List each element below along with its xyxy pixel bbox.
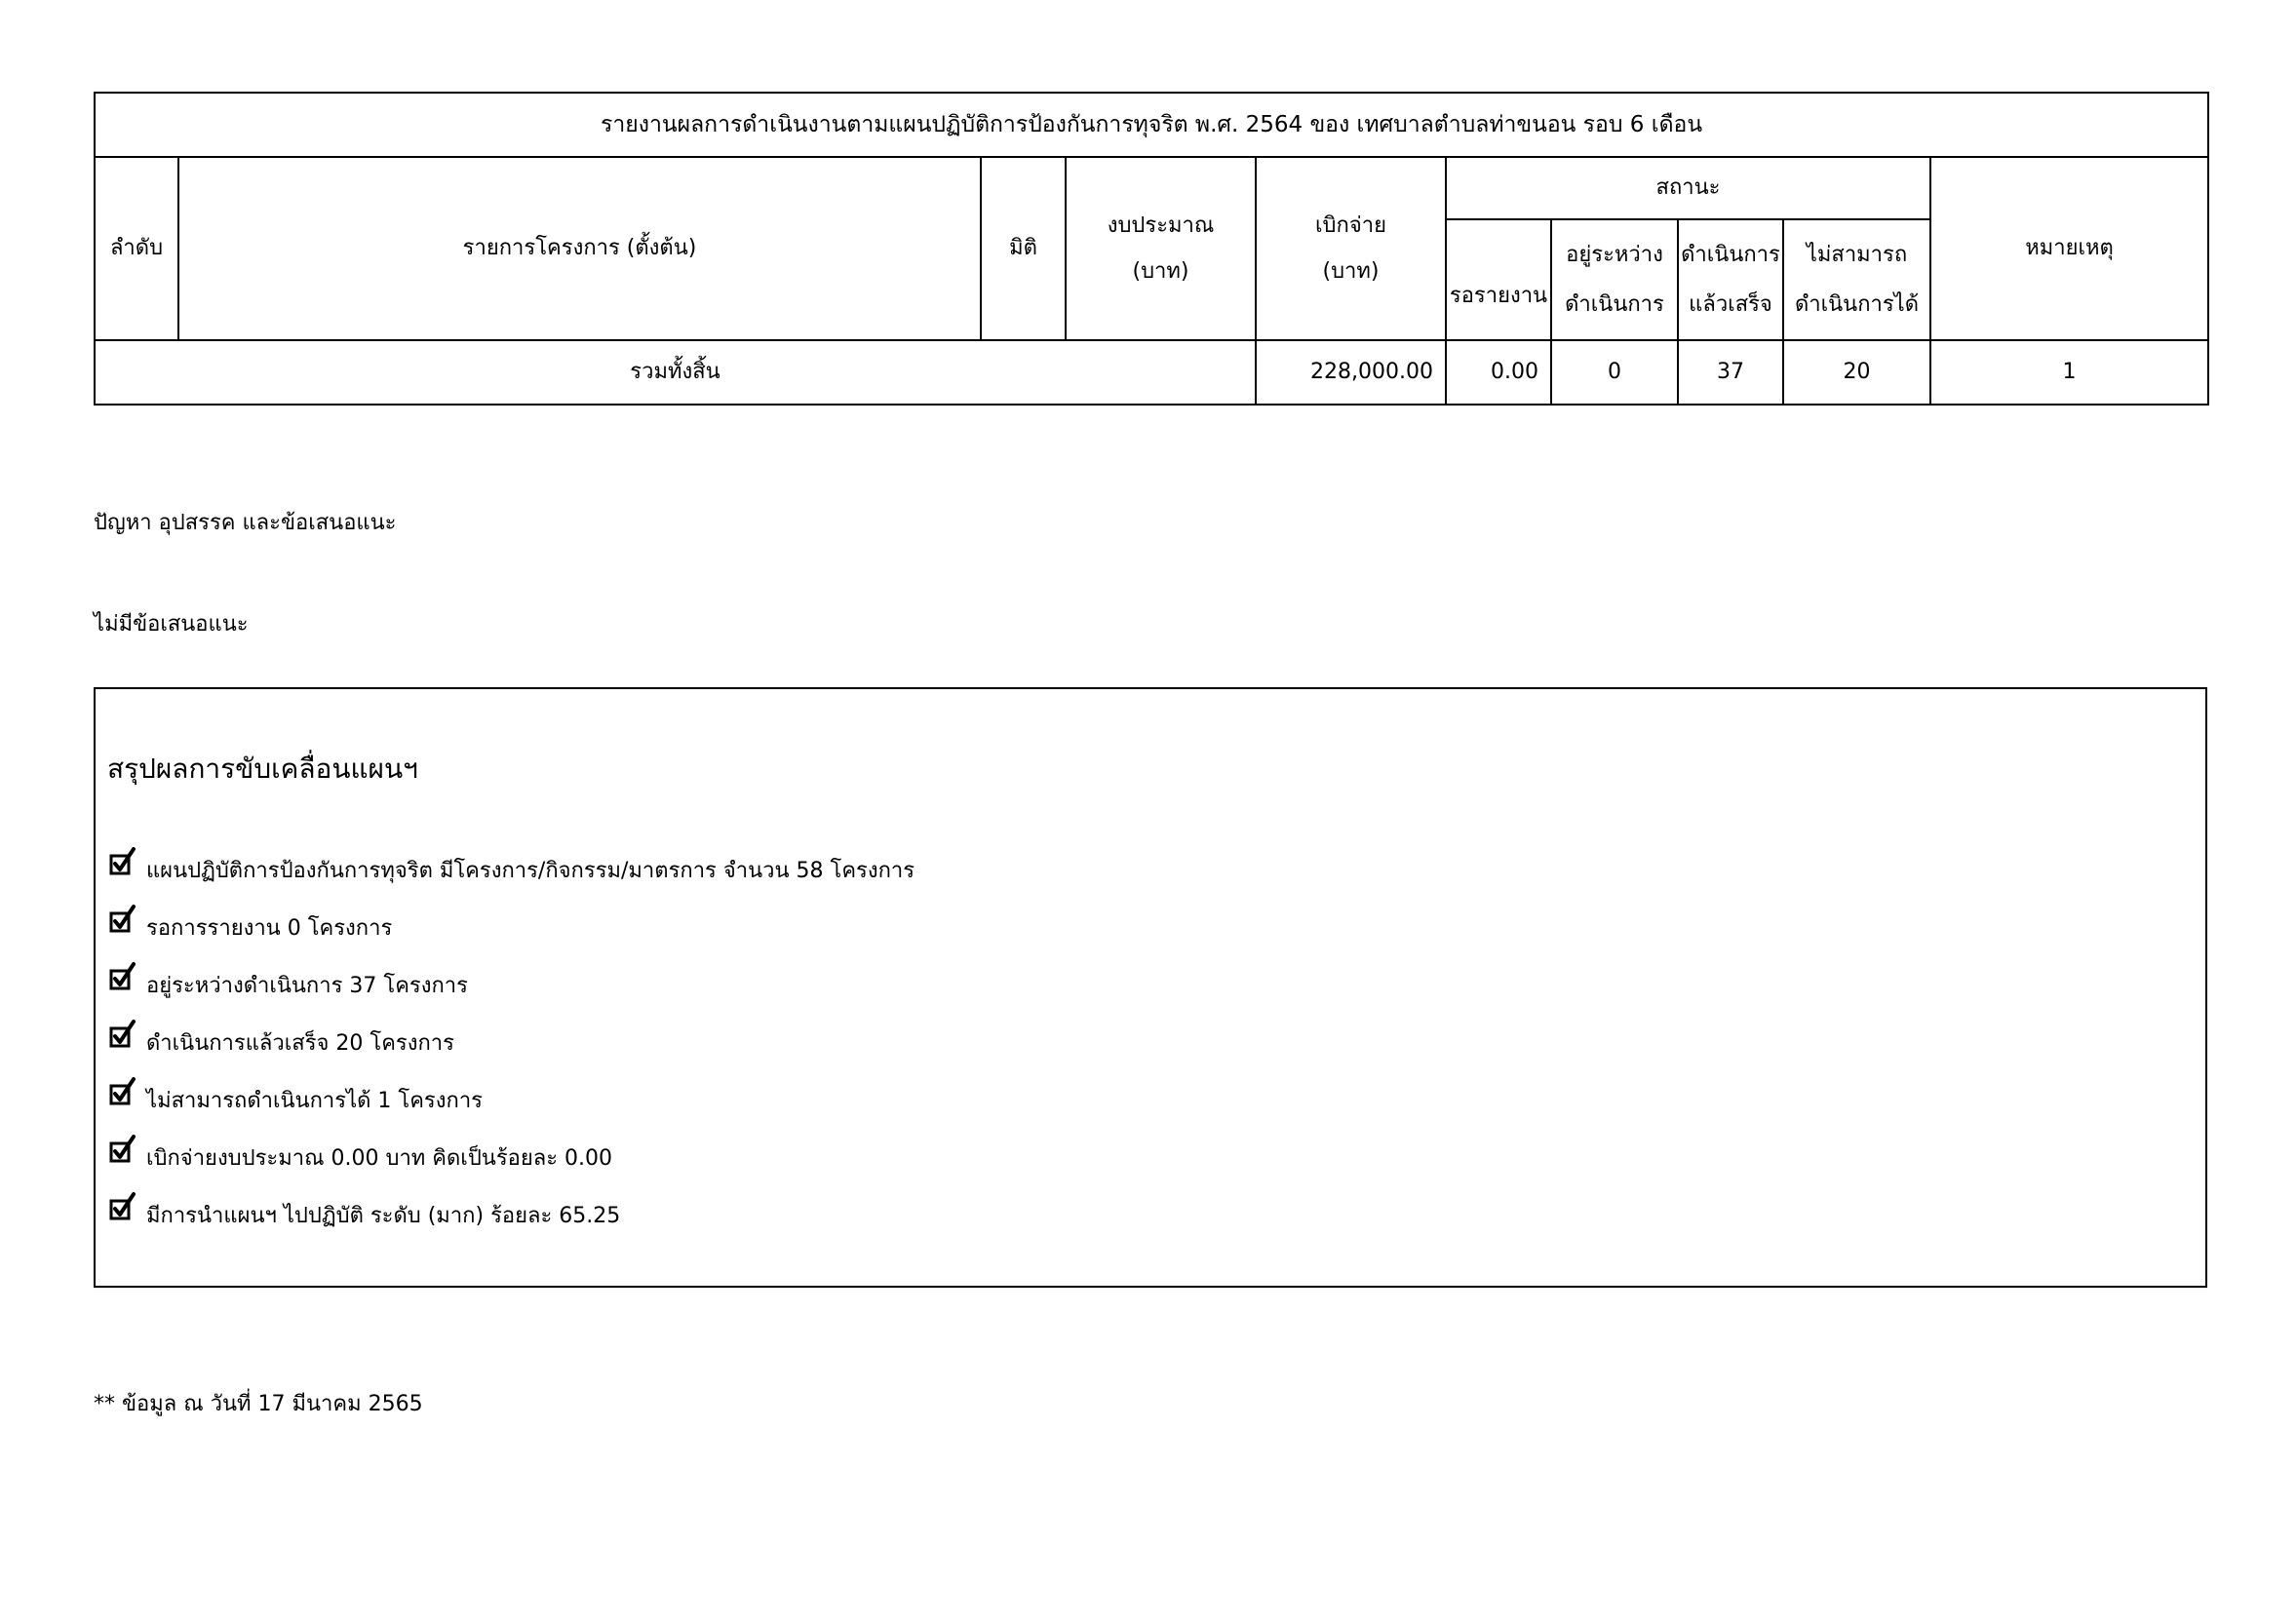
total-unable: 1 — [1930, 340, 2208, 405]
checked-box-icon — [109, 905, 136, 934]
header-disbursed-line1: เบิกจ่าย — [1315, 213, 1386, 238]
summary-item — [109, 1083, 915, 1140]
summary-item — [109, 968, 915, 1025]
checked-box-icon — [109, 962, 136, 991]
summary-box — [94, 687, 2207, 1288]
header-status-completed-line1: ดำเนินการ — [1681, 242, 1780, 267]
total-row — [95, 340, 2208, 405]
header-status-completed — [1678, 219, 1783, 340]
summary-item-text: รอการรายงาน 0 โครงการ — [146, 916, 393, 941]
header-status-unable-line2: ดำเนินการได้ — [1794, 292, 1920, 317]
data-date-note: ** ข้อมูล ณ วันที่ 17 มีนาคม 2565 — [94, 1392, 423, 1416]
summary-item-text: ไม่สามารถดำเนินการได้ 1 โครงการ — [146, 1089, 483, 1113]
checked-box-icon — [109, 847, 136, 876]
header-disbursed — [1256, 157, 1446, 340]
report-title: รายงานผลการดำเนินงานตามแผนปฏิบัติการป้องกันการทุจริต พ.ศ. 2564 ของ เทศบาลตำบลท่าขนอน รอบ 6 เดือน — [95, 93, 2208, 157]
header-status-unable-line1: ไม่สามารถ — [1806, 242, 1908, 267]
summary-item-text: มีการนำแผนฯ ไปปฏิบัติ ระดับ (มาก) ร้อยละ 65.25 — [146, 1204, 621, 1228]
header-status-unable — [1783, 219, 1930, 340]
summary-item-text: อยู่ระหว่างดำเนินการ 37 โครงการ — [146, 974, 468, 998]
header-status-in-progress-line2: ดำเนินการ — [1565, 292, 1664, 317]
checked-box-icon — [109, 1192, 136, 1221]
total-waiting: 0 — [1551, 340, 1678, 405]
header-status-in-progress — [1551, 219, 1678, 340]
header-budget-line1: งบประมาณ — [1107, 213, 1215, 238]
header-dimension: มิติ — [981, 157, 1066, 340]
checked-box-icon — [109, 1135, 136, 1164]
summary-item — [109, 910, 915, 968]
summary-item — [109, 1198, 915, 1256]
summary-item — [109, 853, 915, 910]
summary-item-text: แผนปฏิบัติการป้องกันการทุจริต มีโครงการ/กิจกรรม/มาตรการ จำนวน 58 โครงการ — [146, 859, 915, 883]
header-budget — [1066, 157, 1256, 340]
header-budget-line2: (บาท) — [1132, 259, 1189, 284]
header-status-waiting-label: รอรายงาน — [1449, 284, 1548, 309]
header-disbursed-line2: (บาท) — [1322, 259, 1380, 284]
header-project-list: รายการโครงการ (ตั้งต้น) — [178, 157, 981, 340]
total-budget: 228,000.00 — [1256, 340, 1446, 405]
header-status-completed-line2: แล้วเสร็จ — [1689, 292, 1772, 317]
summary-item-text: ดำเนินการแล้วเสร็จ 20 โครงการ — [146, 1031, 454, 1056]
header-status-in-progress-line1: อยู่ระหว่าง — [1566, 242, 1663, 267]
total-label: รวมทั้งสิ้น — [95, 340, 1256, 405]
header-status: สถานะ — [1446, 157, 1930, 219]
problems-heading: ปัญหา อุปสรรค และข้อเสนอแนะ — [94, 511, 397, 535]
total-in-progress: 37 — [1678, 340, 1783, 405]
summary-item — [109, 1025, 915, 1083]
report-table — [94, 92, 2209, 406]
header-remarks: หมายเหตุ — [1930, 157, 2208, 340]
problems-text: ไม่มีข้อเสนอแนะ — [94, 612, 249, 637]
summary-title: สรุปผลการขับเคลื่อนแผนฯ — [107, 753, 418, 785]
total-completed: 20 — [1783, 340, 1930, 405]
summary-item — [109, 1140, 915, 1198]
header-order: ลำดับ — [95, 157, 178, 340]
checked-box-icon — [109, 1020, 136, 1049]
total-disbursed: 0.00 — [1446, 340, 1551, 405]
checked-box-icon — [109, 1077, 136, 1106]
summary-item-text: เบิกจ่ายงบประมาณ 0.00 บาท คิดเป็นร้อยละ 0.00 — [146, 1146, 613, 1171]
summary-list — [109, 853, 915, 1256]
header-status-waiting — [1446, 219, 1551, 340]
